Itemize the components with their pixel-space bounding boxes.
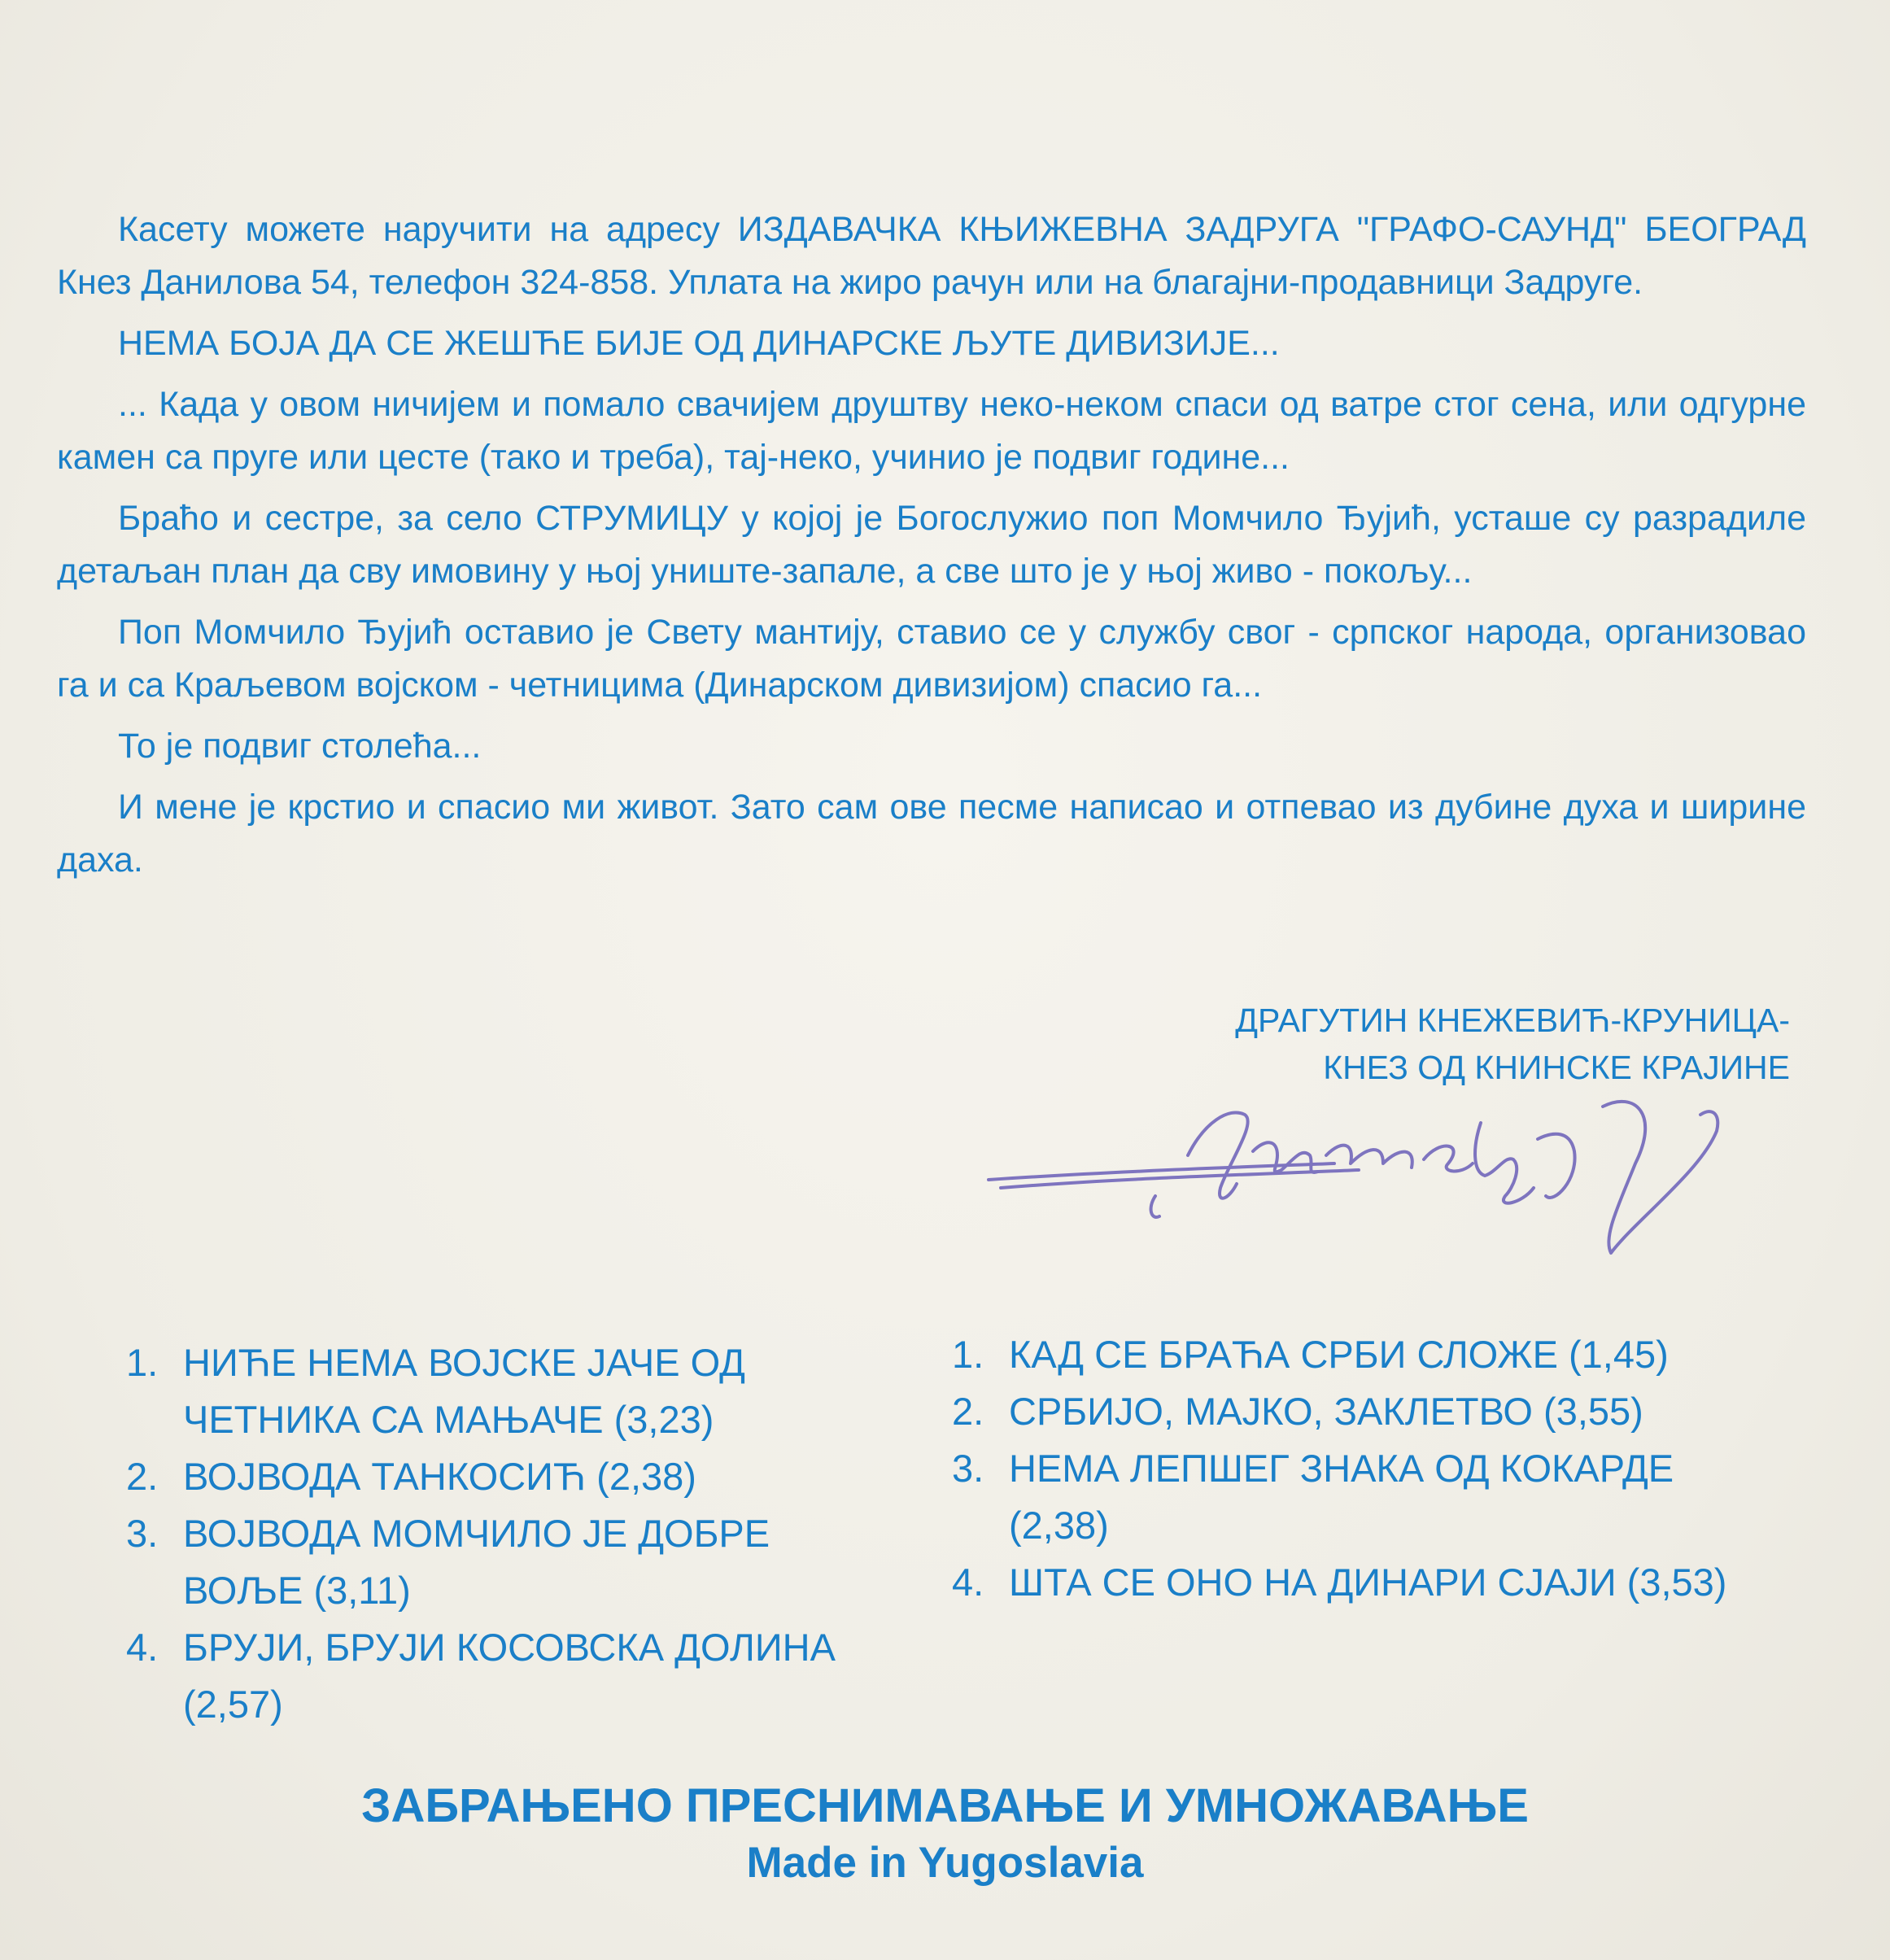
division-slogan: НЕМА БОЈА ДА СЕ ЖЕШЋЕ БИЈЕ ОД ДИНАРСКЕ ЉУТЕ ДИВИЗИЈЕ... [118, 324, 1280, 363]
tracklist-side-a [126, 1334, 875, 1733]
order-info-paragraph: Касету можете наручити на адресу ИЗДАВАЧКА КЊИЖЕВНА ЗАДРУГА "ГРАФО-САУНД" БЕОГРАД Кнез Данилова 54, телефон 324-858. Уплата на жиро рачун или на благајни-продавници Задруге. [57, 210, 1806, 302]
track-item [952, 1440, 1766, 1554]
track-item [952, 1383, 1766, 1440]
track-title: НИЋЕ НЕМА ВОЈСКЕ ЈАЧЕ ОД ЧЕТНИКА СА МАЊАЧЕ (3,23) [183, 1341, 745, 1441]
momcilo-paragraph: Поп Момчило Ђујић оставио је Свету мантију, ставио се у службу свог - српског народа, организовао га и са Краљевом војском - четницима (Динарском дивизијом) спасио га... [57, 613, 1806, 705]
dedication-paragraph: И мене је крстио и спасио ми живот. Зато сам ове песме написао и отпевао из дубине духа и ширине даха. [57, 788, 1806, 880]
track-number: 2. [952, 1390, 984, 1433]
tracklist-side-b [952, 1326, 1766, 1611]
track-item [126, 1505, 875, 1619]
track-number: 4. [126, 1626, 159, 1669]
track-number: 1. [126, 1341, 159, 1384]
track-title: ВОЈВОДА ТАНКОСИЋ (2,38) [183, 1455, 696, 1498]
track-item [126, 1448, 875, 1505]
track-title: СРБИЈО, МАЈКО, ЗАКЛЕТВО (3,55) [1009, 1390, 1643, 1433]
author-name: ДРАГУТИН КНЕЖЕВИЋ-КРУНИЦА- [1235, 1002, 1790, 1039]
author-title: КНЕЗ ОД КНИНСКЕ КРАЈИНЕ [1323, 1049, 1790, 1086]
track-number: 4. [952, 1561, 984, 1604]
track-number: 1. [952, 1333, 984, 1376]
handwritten-signature [984, 1074, 1790, 1286]
deed-of-year-paragraph: ... Када у овом ничијем и помало свачијем друштву неко-неком спаси од ватре стог сена, или одгурне камен са пруге или цесте (тако и треба), тај-неко, учинио је подвиг године... [57, 385, 1806, 477]
deed-of-century-line: То је подвиг столећа... [118, 727, 482, 766]
track-item [126, 1619, 875, 1733]
track-title: ШТА СЕ ОНО НА ДИНАРИ СЈАЈИ (3,53) [1009, 1561, 1727, 1604]
track-title: ВОЈВОДА МОМЧИЛО ЈЕ ДОБРЕ ВОЉЕ (3,11) [183, 1512, 770, 1612]
track-item [126, 1334, 875, 1448]
track-title: БРУЈИ, БРУЈИ КОСОВСКА ДОЛИНА (2,57) [183, 1626, 836, 1726]
track-number: 3. [126, 1512, 159, 1555]
track-item [952, 1326, 1766, 1383]
track-number: 3. [952, 1447, 984, 1490]
track-item [952, 1554, 1766, 1611]
strumica-paragraph: Браћо и сестре, за село СТРУМИЦУ у којој је Богослужио поп Момчило Ђујић, усташе су разрадиле детаљан план да сву имовину у њој униште-запале, а све што је у њој живо - покољу... [57, 499, 1806, 591]
copy-prohibition-notice: ЗАБРАЊЕНО ПРЕСНИМАВАЊЕ И УМНОЖАВАЊЕ [361, 1779, 1529, 1832]
track-title: КАД СЕ БРАЋА СРБИ СЛОЖЕ (1,45) [1009, 1333, 1669, 1376]
liner-notes-text [57, 203, 1806, 895]
made-in-label: Made in Yugoslavia [746, 1839, 1144, 1887]
footer [0, 1778, 1890, 1892]
track-number: 2. [126, 1455, 159, 1498]
track-title: НЕМА ЛЕПШЕГ ЗНАКА ОД КОКАРДЕ (2,38) [1009, 1447, 1674, 1547]
